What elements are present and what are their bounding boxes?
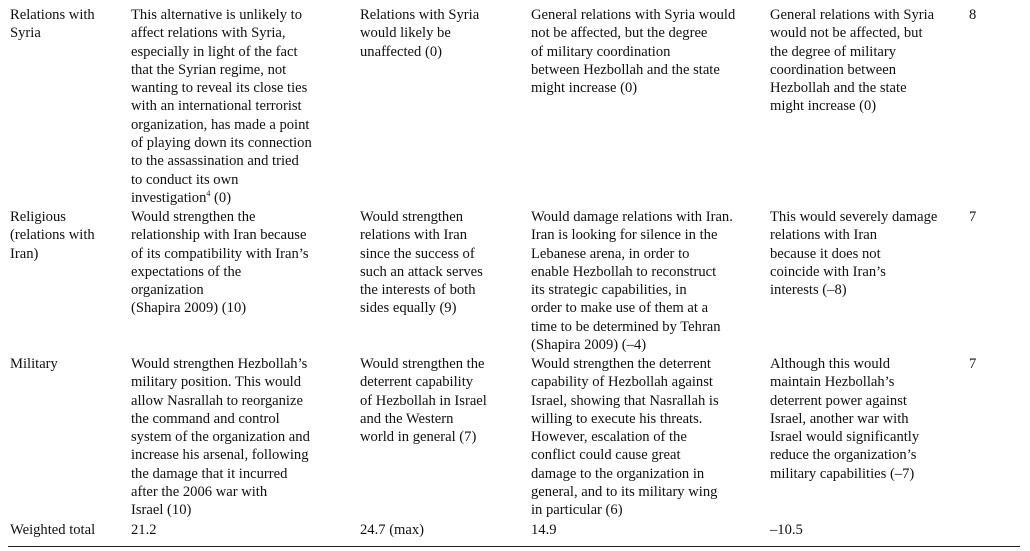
cell-line: since the success of bbox=[360, 245, 475, 262]
cell-religious-alternative-d bbox=[770, 208, 981, 299]
cell-line: Would strengthen Hezbollah’s bbox=[131, 356, 308, 372]
cell-line: and the Western bbox=[360, 410, 454, 427]
cell-line: affect relations with Syria, bbox=[131, 25, 286, 42]
cell-line: after the 2006 war with bbox=[131, 484, 268, 501]
cell-line: between Hezbollah and the state bbox=[531, 61, 720, 78]
cell-line: General relations with Syria bbox=[770, 7, 935, 23]
cell-line: (Shapira 2009) (10) bbox=[131, 300, 247, 317]
cell-line: This alternative is unlikely to bbox=[131, 7, 303, 23]
cell-line: its strategic capabilities, in bbox=[531, 282, 687, 299]
cell-line: Iran is looking for silence in the bbox=[531, 227, 718, 244]
cell-line: capability of Hezbollah against bbox=[531, 374, 713, 391]
weight-syria: 8 bbox=[969, 7, 977, 23]
cell-line: would likely be bbox=[360, 25, 451, 42]
cell-line: Israel would significantly bbox=[770, 429, 920, 446]
label-line: (relations with bbox=[10, 227, 95, 244]
cell-line: to conduct its own bbox=[131, 171, 239, 188]
cell-line: might increase (0) bbox=[770, 98, 877, 115]
cell-line: organization bbox=[131, 282, 204, 299]
weight-military: 7 bbox=[969, 356, 977, 372]
cell-line: in particular (6) bbox=[531, 502, 623, 519]
label-line: Religious bbox=[10, 209, 66, 225]
total-alternative-a: 21.2 bbox=[131, 522, 157, 538]
cell-text: investigation bbox=[131, 189, 207, 206]
cell-line: with an international terrorist bbox=[131, 98, 302, 115]
cell-line: that the Syrian regime, not bbox=[131, 61, 287, 78]
cell-line: Israel (10) bbox=[131, 502, 192, 519]
cell-line: especially in light of the fact bbox=[131, 43, 298, 60]
total-alternative-d: –10.5 bbox=[770, 522, 803, 538]
cell-line: of its compatibility with Iran’s bbox=[131, 245, 309, 262]
cell-line: General relations with Syria would bbox=[531, 7, 736, 23]
cell-line: relations with Iran bbox=[770, 227, 877, 244]
cell-line: unaffected (0) bbox=[360, 43, 442, 60]
label-line: Relations with bbox=[10, 7, 95, 23]
cell-line: might increase (0) bbox=[531, 80, 638, 97]
cell-line: Would damage relations with Iran. bbox=[531, 209, 733, 225]
cell-line: the command and control bbox=[131, 410, 280, 427]
cell-line: of military coordination bbox=[531, 43, 671, 60]
cell-syria-alternative-a bbox=[131, 6, 373, 207]
cell-score: (0) bbox=[210, 189, 232, 206]
cell-line: order to make use of them at a bbox=[531, 300, 709, 317]
cell-line: Would strengthen the bbox=[131, 209, 256, 225]
cell-line: Israel, showing that Nasrallah is bbox=[531, 392, 719, 409]
cell-line: (Shapira 2009) (–4) bbox=[531, 337, 647, 354]
cell-line: because it does not bbox=[770, 245, 881, 262]
cell-line: willing to execute his threats. bbox=[531, 410, 703, 427]
cell-line: military position. This would bbox=[131, 374, 301, 391]
cell-line: Relations with Syria bbox=[360, 7, 480, 23]
cell-line: deterrent power against bbox=[770, 392, 907, 409]
cell-line: coordination between bbox=[770, 61, 897, 78]
cell-line: Would strengthen the bbox=[360, 356, 485, 372]
cell-line: of playing down its connection bbox=[131, 135, 312, 152]
cell-syria-alternative-b bbox=[360, 6, 544, 61]
row-label-syria bbox=[10, 6, 144, 43]
cell-line: of Hezbollah in Israel bbox=[360, 392, 487, 409]
label-line: Syria bbox=[10, 25, 41, 42]
cell-line: time to be determined by Tehran bbox=[531, 318, 721, 335]
cell-line: relationship with Iran because bbox=[131, 227, 307, 244]
cell-line: would not be affected, but bbox=[770, 25, 923, 42]
cell-line: such an attack serves bbox=[360, 263, 483, 280]
cell-religious-alternative-c bbox=[531, 208, 783, 354]
cell-line: not be affected, but the degree bbox=[531, 25, 708, 42]
cell-religious-alternative-a bbox=[131, 208, 373, 318]
table-bottom-rule bbox=[8, 546, 1020, 547]
cell-line: wanting to reveal its close ties bbox=[131, 80, 308, 97]
cell-line: the damage that it incurred bbox=[131, 465, 288, 482]
total-alternative-b: 24.7 (max) bbox=[360, 522, 425, 538]
cell-line: to the assassination and tried bbox=[131, 153, 299, 170]
cell-line: maintain Hezbollah’s bbox=[770, 374, 895, 391]
cell-line: sides equally (9) bbox=[360, 300, 457, 317]
cell-syria-alternative-c bbox=[531, 6, 783, 97]
row-label-military bbox=[10, 355, 144, 373]
footnote-marker: 4 bbox=[206, 189, 211, 199]
cell-line: allow Nasrallah to reorganize bbox=[131, 392, 303, 409]
cell-military-alternative-b bbox=[360, 355, 544, 446]
label-line: Military bbox=[10, 356, 58, 372]
cell-line: reduce the organization’s bbox=[770, 447, 917, 464]
cell-line: Would strengthen the deterrent bbox=[531, 356, 711, 372]
total-label: Weighted total bbox=[10, 522, 96, 538]
cell-line: increase his arsenal, following bbox=[131, 447, 309, 464]
cell-military-alternative-a bbox=[131, 355, 373, 520]
cell-line: military capabilities (–7) bbox=[770, 465, 915, 482]
label-line: Iran) bbox=[10, 245, 39, 262]
cell-line: Would strengthen bbox=[360, 209, 463, 225]
cell-military-alternative-d bbox=[770, 355, 981, 483]
cell-line: damage to the organization in bbox=[531, 465, 705, 482]
cell-line: system of the organization and bbox=[131, 429, 310, 446]
cell-line: relations with Iran bbox=[360, 227, 467, 244]
cell-syria-alternative-d bbox=[770, 6, 981, 116]
cell-line: world in general (7) bbox=[360, 429, 477, 446]
cell-line: Israel, another war with bbox=[770, 410, 909, 427]
cell-line: Although this would bbox=[770, 356, 890, 372]
cell-line: Hezbollah and the state bbox=[770, 80, 907, 97]
total-alternative-c: 14.9 bbox=[531, 522, 557, 538]
cell-line: the degree of military bbox=[770, 43, 897, 60]
cell-line: general, and to its military wing bbox=[531, 484, 718, 501]
cell-line: organization, has made a point bbox=[131, 116, 310, 133]
cell-line: coincide with Iran’s bbox=[770, 263, 886, 280]
cell-line-with-footnote bbox=[131, 189, 373, 207]
cell-military-alternative-c bbox=[531, 355, 783, 520]
cell-line: However, escalation of the bbox=[531, 429, 687, 446]
cell-line: conflict could cause great bbox=[531, 447, 681, 464]
cell-line: the interests of both bbox=[360, 282, 476, 299]
cell-line: interests (–8) bbox=[770, 282, 847, 299]
row-label-religious bbox=[10, 208, 144, 263]
cell-line: This would severely damage bbox=[770, 209, 938, 225]
cell-line: expectations of the bbox=[131, 263, 242, 280]
cell-line: deterrent capability bbox=[360, 374, 474, 391]
cell-line: Lebanese arena, in order to bbox=[531, 245, 690, 262]
weight-religious: 7 bbox=[969, 209, 977, 225]
cell-religious-alternative-b bbox=[360, 208, 544, 318]
cell-line: enable Hezbollah to reconstruct bbox=[531, 263, 717, 280]
